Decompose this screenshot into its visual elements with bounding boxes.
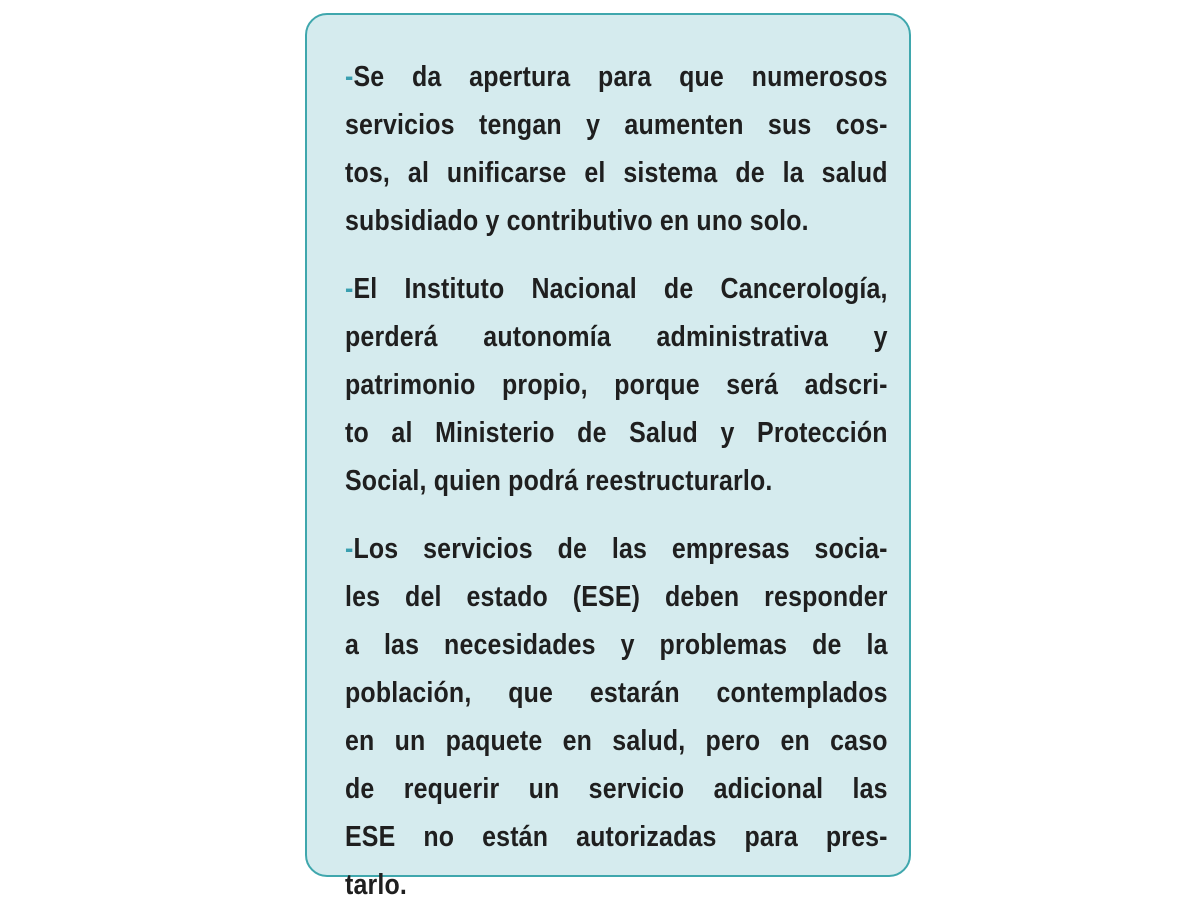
paragraph-line: tarlo. [345, 869, 408, 901]
paragraph-line: les del estado (ESE) deben responder [345, 581, 888, 613]
dash-marker: - [345, 273, 354, 305]
dash-marker: - [345, 61, 354, 93]
paragraph-line: to al Ministerio de Salud y Protección [345, 417, 888, 449]
paragraph-line: perderá autonomía administrativa y [345, 321, 888, 353]
paragraph-line: Social, quien podrá reestructurarlo. [345, 465, 773, 497]
dash-marker: - [345, 533, 354, 565]
paragraph-line: -El Instituto Nacional de Cancerología, [345, 273, 888, 305]
paragraph-1 [345, 53, 888, 245]
paragraph-line: en un paquete en salud, pero en caso [345, 725, 888, 757]
paragraph-line: ESE no están autorizadas para pres- [345, 821, 888, 853]
paragraph-line: a las necesidades y problemas de la [345, 629, 888, 661]
paragraph-line: servicios tengan y aumenten sus cos- [345, 109, 888, 141]
paragraph-line: tos, al unificarse el sistema de la salud [345, 157, 888, 189]
paragraph-line: -Se da apertura para que numerosos [345, 61, 888, 93]
paragraph-2 [345, 265, 888, 505]
paragraph-line: subsidiado y contributivo en uno solo. [345, 205, 809, 237]
paragraph-line: patrimonio propio, porque será adscri- [345, 369, 888, 401]
paragraph-line: población, que estarán contemplados [345, 677, 888, 709]
paragraph-line: -Los servicios de las empresas socia- [345, 533, 888, 565]
paragraph-3 [345, 525, 888, 909]
paragraph-line: de requerir un servicio adicional las [345, 773, 888, 805]
text-box [305, 13, 911, 901]
